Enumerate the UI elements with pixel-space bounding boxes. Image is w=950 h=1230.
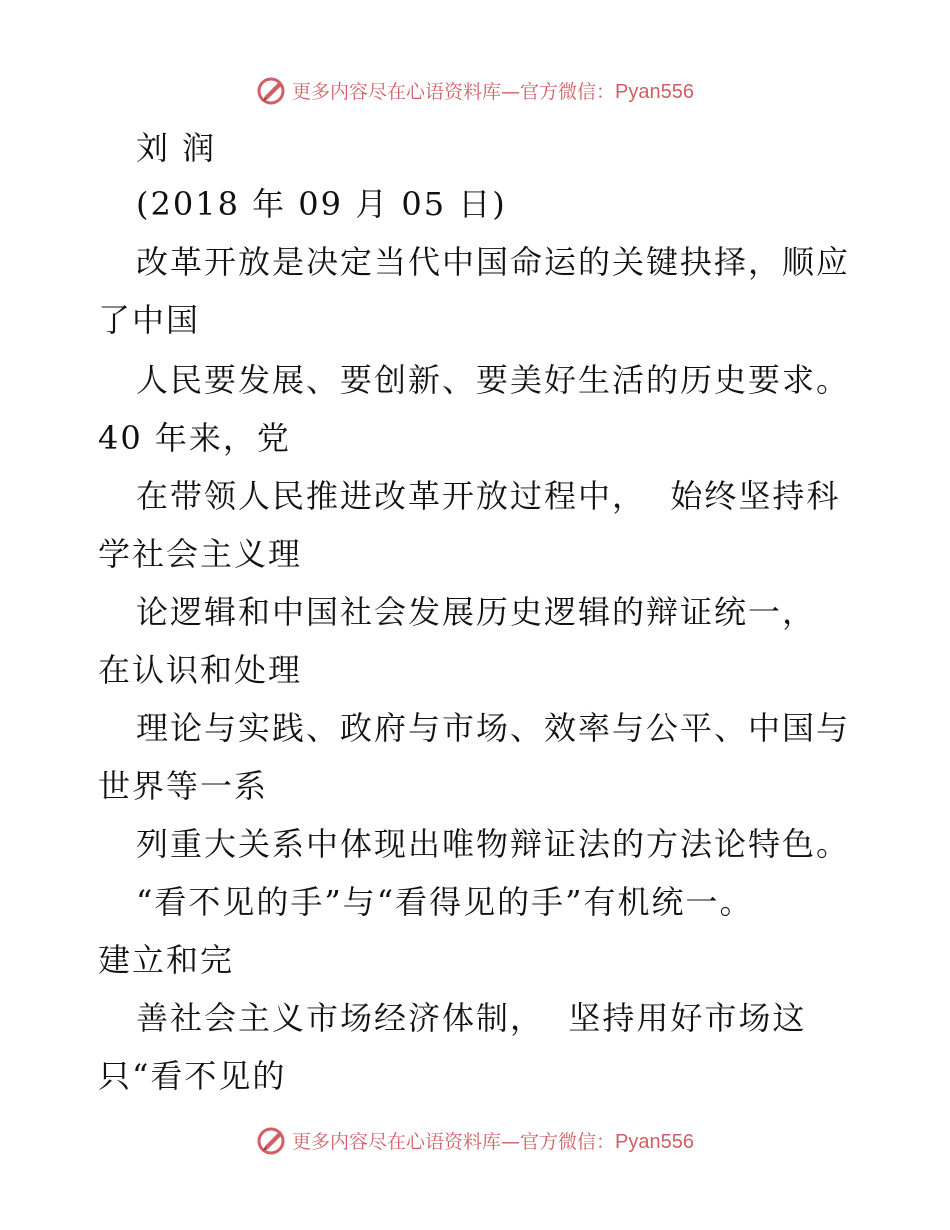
text-line: 了中国 [98, 301, 201, 339]
text-line: “看不见的手”与“看得见的手”有机统一。 [136, 883, 754, 921]
text-line: 改革开放是决定当代中国命运的关键抉择，顺应 [136, 243, 851, 281]
text-line: 理论与实践、政府与市场、效率与公平、中国与 [136, 709, 851, 747]
watermark-header [0, 70, 950, 110]
text-line: 论逻辑和中国社会发展历史逻辑的辩证统一， [136, 593, 817, 631]
text-line: 在认识和处理 [98, 651, 303, 689]
text-line: 在带领人民推进改革开放过程中， 始终坚持科 [136, 477, 841, 515]
watermark-text [292, 1127, 694, 1154]
watermark-text-cn: 更多内容尽在心语资料库—官方微信： [292, 1130, 616, 1153]
date-line: (2018 年 09 月 05 日) [136, 185, 507, 223]
text-line: 建立和完 [98, 941, 235, 979]
watermark-text-latin: Pyan556 [615, 1130, 694, 1153]
text-line: 人民要发展、要创新、要美好生活的历史要求。 [136, 361, 851, 399]
text-line: 学社会主义理 [98, 535, 303, 573]
text-line: 只“看不见的 [98, 1057, 287, 1095]
text-line: 善社会主义市场经济体制， 坚持用好市场这 [136, 999, 807, 1037]
watermark-text [292, 77, 694, 104]
text-line: 列重大关系中体现出唯物辩证法的方法论特色。 [136, 825, 851, 863]
pen-in-circle-logo-icon [256, 1124, 288, 1156]
text-line: 世界等一系 [98, 767, 269, 805]
watermark-text-cn: 更多内容尽在心语资料库—官方微信： [292, 80, 616, 103]
watermark-text-latin: Pyan556 [615, 80, 694, 103]
watermark-footer [0, 1120, 950, 1160]
author-line: 刘 润 [136, 129, 217, 167]
pen-in-circle-logo-icon [256, 74, 288, 106]
text-line: 40 年来，党 [98, 419, 291, 457]
